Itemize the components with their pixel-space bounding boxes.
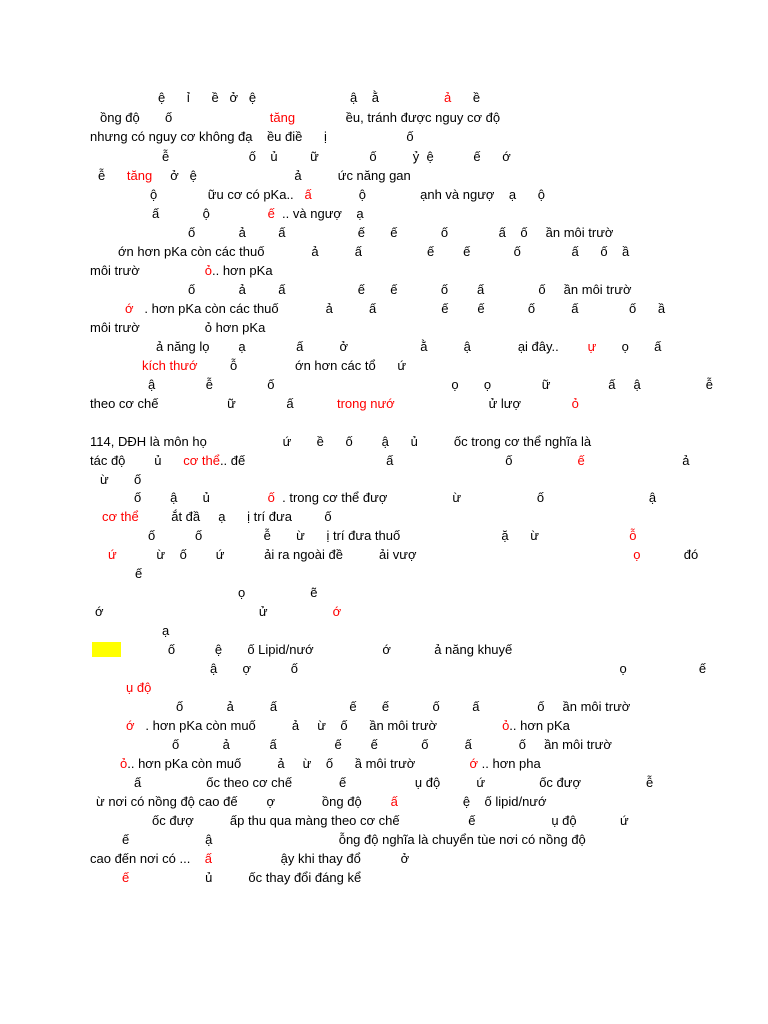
text-segment: .. hơn pKa [211, 263, 273, 278]
text-line [122, 831, 586, 849]
highlighted-text: ế [267, 206, 275, 221]
text-line [100, 471, 141, 489]
text-line [90, 128, 414, 146]
text-line [176, 698, 630, 716]
highlighted-text: cơ thể [183, 453, 220, 468]
text-segment: ộ ữu cơ có pKa.. [150, 187, 305, 202]
text-segment: ấ ốc theo cơ chế ế ụ độ ứ ốc đượ ễ [134, 775, 654, 790]
text-segment: ốc đượ ấp thu qua màng theo cơ chế ế ụ độ ứ [152, 813, 629, 828]
text-segment: ế [135, 566, 143, 581]
text-segment: ố ố ễ ừ ị trí đưa thuố ặ ừ [148, 528, 630, 543]
highlighted-text: ấ [304, 187, 312, 202]
highlighted-text: ỏ [571, 396, 579, 411]
text-line [90, 850, 409, 868]
highlighted-text: tăng [269, 110, 296, 125]
highlighted-text: ự [587, 339, 597, 354]
text-segment: ừ nơi có nồng độ cao đế ợ ồng độ [96, 794, 391, 809]
text-line [100, 109, 500, 127]
highlighted-text: ố [267, 490, 275, 505]
text-line [90, 395, 579, 413]
highlighted-text: ỏ [120, 756, 128, 771]
text-segment: ả năng lọ ạ ấ ở ằ ậ ại đây.. [156, 339, 588, 354]
text-segment: ắt đầ ạ ị trí đưa ố [138, 509, 332, 524]
highlighted-text: cơ thể [102, 509, 139, 524]
text-line [172, 736, 612, 754]
text-line [148, 527, 636, 545]
highlighted-text: ỏ [502, 718, 510, 733]
text-segment: ọ ẽ [238, 585, 318, 600]
text-segment: ậ ợ ố ọ ế [210, 661, 707, 676]
text-segment: ừ ố [100, 472, 142, 487]
text-segment: ễ [98, 168, 127, 183]
text-segment: .. hơn pha [478, 756, 541, 771]
text-line [95, 603, 341, 621]
text-line [162, 622, 169, 640]
text-line [135, 565, 142, 583]
text-segment: .. hơn pKa còn muố ả ừ ố ầ môi trườ [127, 756, 470, 771]
text-segment: theo cơ chế ữ ấ [90, 396, 337, 411]
highlighted-text: ụ độ [126, 680, 152, 695]
text-segment: ều, tránh được nguy cơ độ [295, 110, 501, 125]
text-segment: .. hơn pKa [509, 718, 570, 733]
text-line [125, 300, 665, 318]
text-line [210, 660, 706, 678]
text-line [162, 148, 511, 166]
text-segment: . hơn pKa còn các thuố ả ấ ế ế ố ấ ố ầ [133, 301, 666, 316]
highlighted-text: trong nướ [336, 396, 395, 411]
text-segment: ở ệ ả ức năng gan [152, 168, 411, 183]
text-line [92, 641, 512, 659]
text-segment: ớ ử [95, 604, 333, 619]
text-segment: . trong cơ thể đượ ừ ố ậ [274, 490, 657, 505]
highlighted-text: ớ [332, 604, 342, 619]
highlighted-text: ớ [469, 756, 479, 771]
text-line [238, 584, 317, 602]
text-segment: ồng độ ố [100, 110, 270, 125]
text-line [118, 243, 629, 261]
text-line [134, 774, 653, 792]
text-segment: môi trườ [90, 263, 205, 278]
text-line [120, 755, 541, 773]
text-segment: nhưng có nguy cơ không đạ ều điề ị ố [90, 129, 414, 144]
text-segment: ử lượ [394, 396, 572, 411]
text-segment: .. và ngượ ạ [274, 206, 364, 221]
text-line [122, 869, 361, 887]
text-segment: ớn hơn pKa còn các thuố ả ấ ế ế ố ấ ố ầ [118, 244, 630, 259]
text-segment: ạ [162, 623, 170, 638]
text-segment: ấ ộ [152, 206, 268, 221]
highlighted-text: ả [443, 90, 452, 105]
text-line [188, 224, 613, 242]
text-line [96, 793, 547, 811]
highlighted-text: ỗ [629, 528, 637, 543]
text-line [90, 262, 273, 280]
text-segment: cao đến nơi có ... [90, 851, 205, 866]
text-segment: ả [584, 453, 690, 468]
highlighted-text: ế [577, 453, 585, 468]
highlighted-text: ớ [125, 301, 134, 316]
text-segment: 114, DĐH là môn họ ứ ề ố ậ ủ ốc trong cơ thể nghĩa là [90, 434, 592, 449]
text-line [126, 717, 570, 735]
text-segment: ọ ấ [596, 339, 662, 354]
text-segment: ề [451, 90, 481, 105]
text-line [90, 452, 690, 470]
text-line [98, 167, 411, 185]
text-segment: ệ ố lipid/nướ [397, 794, 547, 809]
text-segment: ừ ố ứ ải ra ngoài đề ải vượ [116, 547, 634, 562]
text-line [156, 338, 661, 356]
text-line [142, 357, 406, 375]
text-line [126, 679, 151, 697]
text-line [90, 433, 591, 451]
text-line [134, 489, 656, 507]
highlighted-text: tăng [126, 168, 153, 183]
text-segment: môi trườ ỏ hơn pKa [90, 320, 266, 335]
highlighted-text: ế [122, 870, 130, 885]
text-line [90, 319, 265, 337]
text-segment: ủ ốc thay đổi đáng kể [129, 870, 362, 885]
text-segment: ố ậ ủ [134, 490, 268, 505]
highlighted-text: ấ [204, 851, 212, 866]
text-segment: ố ả ấ ế ế ố ấ ố ần môi trườ [176, 699, 631, 714]
text-segment: . hơn pKa còn muố ả ừ ố ần môi trườ [134, 718, 503, 733]
text-line [188, 281, 631, 299]
highlighted-text: ớ [126, 718, 135, 733]
text-line [148, 376, 713, 394]
text-line [152, 812, 629, 830]
text-line [158, 89, 480, 107]
text-segment: ố ả ấ ế ế ố ấ ố ần môi trườ [188, 225, 614, 240]
text-segment: ế ậ ỗng độ nghĩa là chuyển tùe nơi có nồng độ [122, 832, 586, 847]
text-segment: ố ả ấ ế ế ố ấ ố ần môi trườ [172, 737, 612, 752]
text-segment: ễ ố ủ ữ ố ỷ ệ ế ớ [162, 149, 511, 164]
highlighted-text: kích thướ [142, 358, 198, 373]
text-line [152, 205, 364, 223]
text-segment: ỗ ớn hơn các tổ ứ [197, 358, 407, 373]
text-segment: ộ ạnh và ngượ ạ ộ [311, 187, 546, 202]
highlighted-text: ọ [633, 547, 641, 562]
highlighted-text: ứ [108, 547, 117, 562]
text-segment: ậy khi thay đổ ở [212, 851, 410, 866]
text-segment: .. đế ấ ố [219, 453, 578, 468]
highlighted-text: ỏ [204, 263, 212, 278]
text-segment: ố ả ấ ế ế ố ấ ố ần môi trườ [188, 282, 632, 297]
text-line [102, 508, 332, 526]
yellow-highlight [92, 642, 121, 657]
text-line [108, 546, 698, 564]
text-segment: ậ ễ ố ọ ọ ữ ấ ậ ễ [148, 377, 713, 392]
text-segment: ệ ỉ ề ở ệ ậ ằ [158, 90, 444, 105]
text-segment: tác độ ủ [90, 453, 184, 468]
text-segment: ố ệ ố Lipid/nướ ớ ả năng khuyế [120, 642, 513, 657]
text-line [150, 186, 545, 204]
highlighted-text: ấ [390, 794, 398, 809]
text-segment: đó [640, 547, 699, 562]
